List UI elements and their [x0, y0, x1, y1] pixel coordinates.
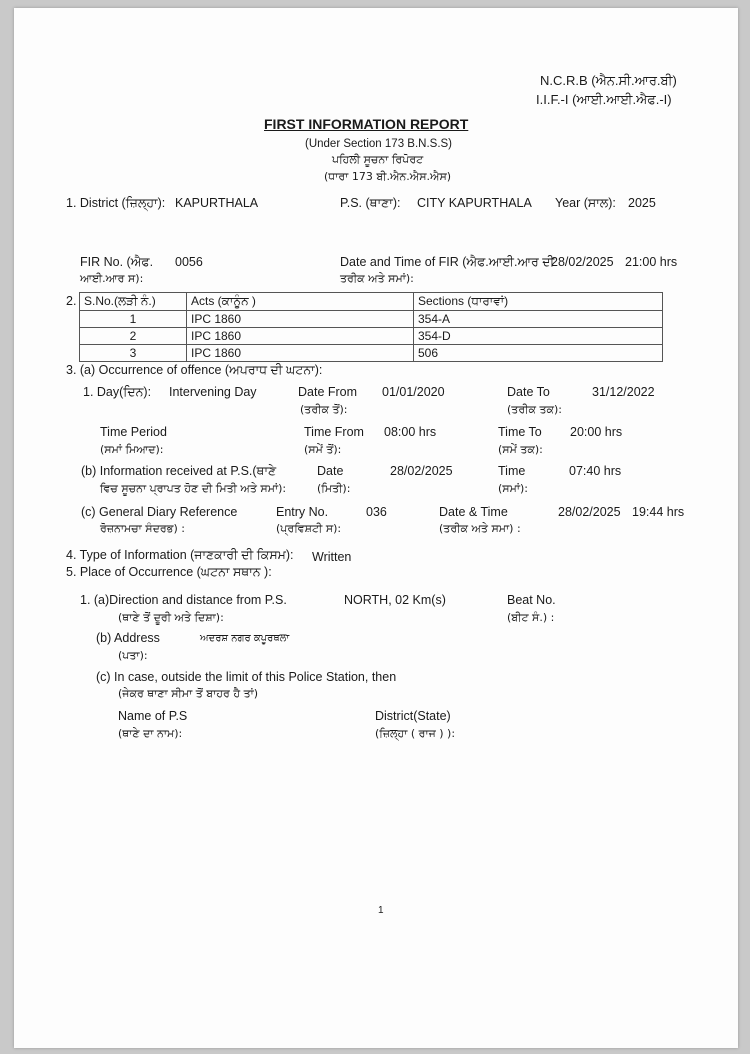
fir-datetime-label-pa: ਤਰੀਕ ਅਤੇ ਸਮਾਂ): — [340, 272, 414, 285]
date-to-label: Date To — [507, 385, 550, 399]
time-to-label-pa: (ਸਮੇਂ ਤਕ): — [498, 443, 543, 456]
date-from-value: 01/01/2020 — [382, 385, 445, 399]
direction-value: NORTH, 02 Km(s) — [344, 593, 446, 607]
gd-label-pa: ਰੋਜ਼ਨਾਮਚਾ ਸੰਦਰਭ) : — [100, 522, 185, 535]
time-period-label: Time Period — [100, 425, 167, 439]
page-number: 1 — [378, 905, 384, 916]
date-from-label: Date From — [298, 385, 358, 399]
info-date-value: 28/02/2025 — [390, 464, 453, 478]
fir-page — [14, 8, 738, 1048]
date-to-label-pa: (ਤਰੀਕ ਤਕ): — [507, 403, 563, 416]
fir-date-value: 28/02/2025 — [551, 255, 614, 269]
fir-time-value: 21:00 hrs — [625, 255, 678, 269]
entry-no-value: 036 — [366, 505, 387, 519]
report-title: FIRST INFORMATION REPORT — [264, 116, 469, 132]
fir-no-label: FIR No. (ਐਫ. — [80, 255, 154, 269]
ps-name-label-pa: (ਥਾਣੇ ਦਾ ਨਾਮ): — [118, 727, 183, 740]
day-value: Intervening Day — [169, 385, 257, 399]
acts-act: IPC 1860 — [187, 328, 414, 345]
info-time-label-pa: (ਸਮਾਂ): — [498, 482, 528, 495]
info-received-label: (b) Information received at P.S.(ਥਾਣੇ — [81, 464, 277, 478]
acts-header-sno: S.No.(ਲੜੀ ਨੰ.) — [80, 293, 187, 311]
table-row — [80, 328, 663, 345]
entry-no-label-pa: (ਪ੍ਰਵਿਸ਼ਟੀ ਸ): — [276, 522, 342, 535]
date-from-label-pa: (ਤਰੀਕ ਤੋਂ): — [300, 403, 348, 416]
gd-datetime-label: Date & Time — [439, 505, 508, 519]
acts-section: 354-D — [414, 328, 663, 345]
address-value: ਅਦਰਸ਼ ਨਗਰ ਕਪੂਰਥਲਾ — [200, 633, 290, 644]
fir-no-label-pa: ਆਈ.ਆਰ ਸ): — [80, 272, 144, 285]
acts-act: IPC 1860 — [187, 311, 414, 328]
ncrb-label: N.C.R.B (ਐਨ.ਸੀ.ਆਰ.ਬੀ) — [540, 73, 677, 88]
acts-sno: 1 — [80, 311, 187, 328]
acts-sno: 2 — [80, 328, 187, 345]
acts-header-acts: Acts (ਕਾਨੂੰਨ ) — [187, 293, 414, 311]
ps-label: P.S. (ਥਾਣਾ): — [340, 196, 401, 210]
district-state-label: District(State) — [375, 709, 451, 723]
time-from-label-pa: (ਸਮੇਂ ਤੋਂ): — [304, 443, 342, 456]
district-value: KAPURTHALA — [175, 196, 259, 210]
place-heading: 5. Place of Occurrence (ਘਟਨਾ ਸਥਾਨ ): — [66, 565, 272, 579]
time-period-label-pa: (ਸਮਾਂ ਮਿਆਦ): — [100, 443, 164, 456]
ps-value: CITY KAPURTHALA — [417, 196, 532, 210]
report-subtitle-en: (Under Section 173 B.N.S.S) — [305, 138, 453, 150]
info-date-label: Date — [317, 464, 344, 478]
date-to-value: 31/12/2022 — [592, 385, 655, 399]
acts-act: IPC 1860 — [187, 345, 414, 362]
acts-header-row — [80, 293, 663, 311]
gd-datetime-label-pa: (ਤਰੀਕ ਅਤੇ ਸਮਾ) : — [439, 522, 521, 535]
info-received-label-pa: ਵਿਚ ਸੂਚਨਾ ਪ੍ਰਾਪਤ ਹੋਣ ਦੀ ਮਿਤੀ ਅਤੇ ਸਮਾਂ): — [100, 482, 287, 495]
gd-label: (c) General Diary Reference — [81, 505, 238, 519]
beat-no-label: Beat No. — [507, 593, 556, 607]
entry-no-label: Entry No. — [276, 505, 329, 519]
iif-label: I.I.F.-I (ਆਈ.ਆਈ.ਐਫ.-I) — [536, 92, 672, 107]
outside-limit-label-pa: (ਜੇਕਰ ਥਾਣਾ ਸੀਮਾ ਤੋਂ ਬਾਹਰ ਹੈ ਤਾਂ) — [118, 687, 259, 700]
fir-no-value: 0056 — [175, 255, 203, 269]
year-value: 2025 — [628, 196, 656, 210]
acts-sno: 3 — [80, 345, 187, 362]
info-time-value: 07:40 hrs — [569, 464, 622, 478]
day-label: 1. Day(ਦਿਨ): — [83, 385, 152, 399]
district-label: 1. District (ਜ਼ਿਲ੍ਹਾ): — [66, 196, 166, 210]
report-subtitle-pa2: (ਧਾਰਾ 173 ਬੀ.ਐਨ.ਐਸ.ਐਸ) — [324, 170, 452, 183]
gd-date-value: 28/02/2025 — [558, 505, 621, 519]
time-from-value: 08:00 hrs — [384, 425, 437, 439]
acts-header-sections: Sections (ਧਾਰਾਵਾਂ) — [414, 293, 663, 311]
acts-section: 354-A — [414, 311, 663, 328]
type-info-value: Written — [312, 550, 352, 564]
ps-name-label: Name of P.S — [118, 709, 188, 723]
time-from-label: Time From — [304, 425, 364, 439]
district-state-label-pa: (ਜ਼ਿਲ੍ਹਾ ( ਰਾਜ ) ): — [375, 727, 456, 740]
time-to-value: 20:00 hrs — [570, 425, 623, 439]
year-label: Year (ਸਾਲ): — [555, 196, 616, 210]
address-label: (b) Address — [96, 631, 160, 645]
time-to-label: Time To — [498, 425, 542, 439]
report-subtitle-pa: ਪਹਿਲੀ ਸੂਚਨਾ ਰਿਪੋਰਟ — [332, 153, 424, 166]
acts-table — [79, 292, 663, 362]
info-date-label-pa: (ਮਿਤੀ): — [317, 482, 351, 495]
info-time-label: Time — [498, 464, 526, 478]
type-info-label: 4. Type of Information (ਜਾਣਕਾਰੀ ਦੀ ਕਿਸਮ): — [66, 548, 294, 562]
table-row — [80, 345, 663, 362]
table-row — [80, 311, 663, 328]
acts-section: 506 — [414, 345, 663, 362]
direction-label: 1. (a)Direction and distance from P.S. — [80, 593, 287, 607]
fir-datetime-label: Date and Time of FIR (ਐਫ.ਆਈ.ਆਰ ਦੀ — [340, 255, 555, 269]
occurrence-heading: 3. (a) Occurrence of offence (ਅਪਰਾਧ ਦੀ ਘਟਨਾ): — [66, 363, 323, 377]
outside-limit-label: (c) In case, outside the limit of this Police Station, then — [96, 670, 397, 684]
acts-section-number: 2. — [66, 294, 77, 308]
address-label-pa: (ਪਤਾ): — [118, 649, 148, 662]
beat-no-label-pa: (ਬੀਟ ਸੰ.) : — [507, 611, 555, 624]
direction-label-pa: (ਥਾਣੇ ਤੋਂ ਦੂਰੀ ਅਤੇ ਦਿਸ਼ਾ): — [118, 611, 224, 624]
gd-time-value: 19:44 hrs — [632, 505, 685, 519]
